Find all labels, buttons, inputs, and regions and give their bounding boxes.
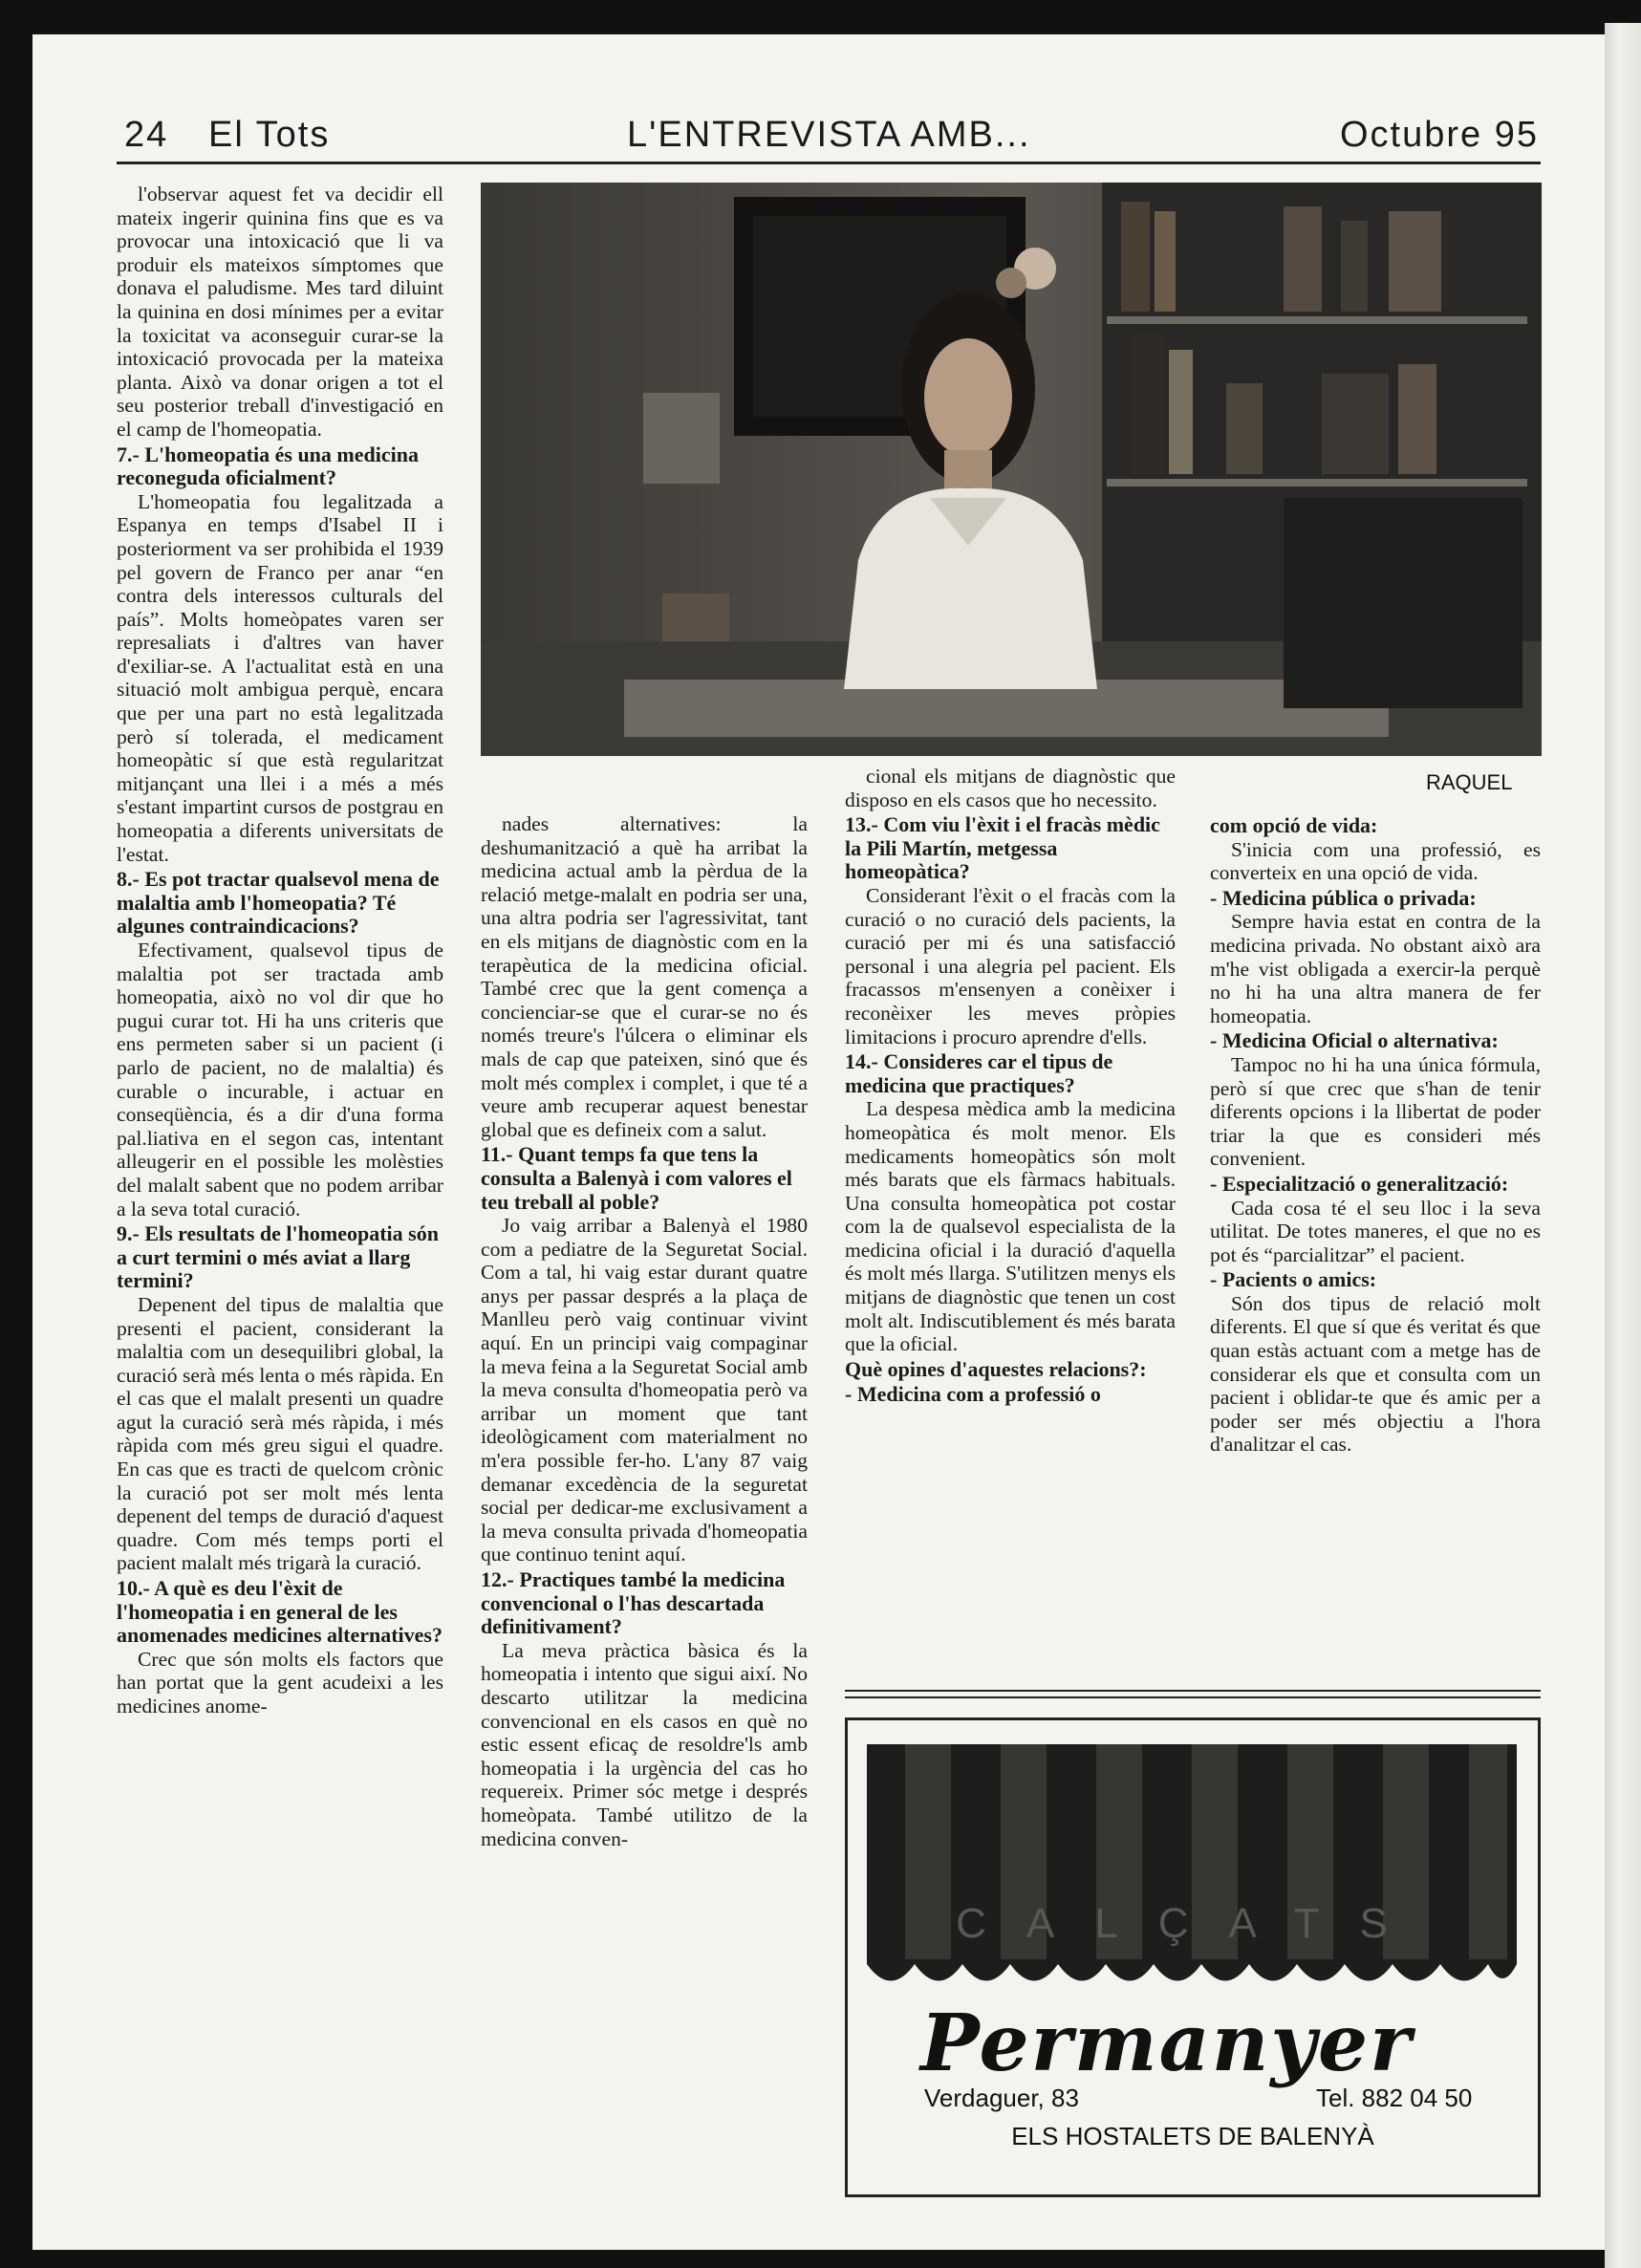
question-heading: 13.- Com viu l'èxit i el fracàs mèdic la Pili Martín, metgessa homeopàtica? xyxy=(845,812,1160,884)
question-heading: 8.- Es pot tractar qualsevol mena de malaltia amb l'homeopatia? Té algunes contraindicacions? xyxy=(117,867,440,939)
page-number: 24 xyxy=(124,115,169,155)
answer-paragraph: La meva pràctica bàsica és la homeopatia i intento que sigui així. No descarto utilitzar la medicina convencional en els casos en què no estic essent eficaç de resoldre'ls amb homeopatia i la urgència del cas ho requereix. Primer sóc metge i després homeòpata. També utilitzo de la medicina conven- xyxy=(481,1638,808,1850)
answer-paragraph: La despesa mèdica amb la medicina homeopàtica és molt menor. Els medicaments homeopàtics són molt més barats que els fàrmacs habituals. Una consulta homeopàtica pot costar com la de qualsevol especialista de la medicina oficial i la duració d'aquella és molt més llarga. S'utilitzen menys els mitjans de diagnòstic que tenen un cost molt alt. Indiscutiblement és més barata que la oficial. xyxy=(845,1097,1176,1356)
brand-logo: Permanyer xyxy=(920,1998,1414,2089)
awning-lettering: CALÇATS xyxy=(956,1900,1428,1947)
question-heading: 10.- A què es deu l'èxit de l'homeopatia i en general de les anomenades medicines alternatives? xyxy=(117,1576,443,1648)
page-header xyxy=(86,115,1541,164)
answer-paragraph: Jo vaig arribar a Balenyà el 1980 com a pediatre de la Seguretat Social. Com a tal, hi vaig estar durant quatre anys per passar després a la plaça de Manlleu però vaig continuar vivint aquí. En un principi vaig compaginar la meva feina a la Seguretat Social amb la meva consulta d'homeopatia però va arribar un moment que tant ideològicament com materialment no m'era possible fer-ho. L'any 87 vaig demanar excedència de la seguretat social per dedicar-me exclusivament a la meva consulta privada d'homeopatia que continuo tenint aquí. xyxy=(481,1214,808,1566)
advertisement xyxy=(845,1717,1541,2197)
answer-paragraph: Crec que són molts els factors que han portat que la gent acudeixi a les medicines anome- xyxy=(117,1647,443,1717)
shop-town: ELS HOSTALETS DE BALENYÀ xyxy=(1011,2122,1374,2150)
answer-paragraph: Considerant l'èxit o el fracàs com la curació o no curació dels pacients, la curació per mi és una satisfacció personal i una alegria pel pacient. Els fracassos m'ensenyen a conèixer i reconèixer les meves pròpies limitacions i procuro aprendre d'ells. xyxy=(845,883,1176,1048)
question-heading: - Pacients o amics: xyxy=(1210,1267,1377,1292)
answer-paragraph: Cada cosa té el seu lloc i la seva utilitat. De totes maneres, el que no es pot és “parcialitzar” el pacient. xyxy=(1210,1196,1541,1266)
question-heading: - Medicina pública o privada: xyxy=(1210,885,1477,910)
text-column-4 xyxy=(1210,812,1541,1457)
portrait-image xyxy=(481,183,1542,756)
answer-paragraph: Sempre havia estat en contra de la medicina privada. No obstant això ara m'he vist obligada a exercir-la perquè no hi ha una altra manera de fer homeopatia. xyxy=(1210,910,1541,1027)
question-heading: 7.- L'homeopatia és una medicina reconeguda oficialment? xyxy=(117,442,419,490)
answer-paragraph: nades alternatives: la deshumanització a què ha arribat la medicina actual amb la pèrdua de la relació metge-malalt en podria ser una, una altra podria ser l'agressivitat, tant en els mitjans de diagnòstic com en la terapèutica de la medicina oficial. També crec que la gent comença a concienciar-se que el curar-se no és només treure's l'úlcera o eliminar els mals de cap que pateixen, sinó que és molt més complex i complet, i que té a veure amb recuperar aquest benestar global que es defineix com a salut. xyxy=(481,812,808,1141)
section-title: L'ENTREVISTA AMB... xyxy=(627,115,1031,155)
question-heading: 9.- Els resultats de l'homeopatia són a curt termini o més aviat a llarg termini? xyxy=(117,1221,439,1293)
question-heading: 14.- Consideres car el tipus de medicina que practiques? xyxy=(845,1049,1113,1097)
question-heading: Què opines d'aquestes relacions?: xyxy=(845,1356,1147,1381)
next-page-edge xyxy=(1605,23,1641,2268)
ad-rule-bottom xyxy=(845,1696,1541,1698)
question-heading: 12.- Practiques també la medicina convencional o l'has descartada definitivament? xyxy=(481,1567,786,1639)
answer-paragraph: Són dos tipus de relació molt diferents. El que sí que és veritat és que quan estàs actuant com a metge has de considerar els que et consulta com un pacient i oblidar-te que és amic per a poder ser més objectiu a l'hora d'analitzar el cas. xyxy=(1210,1291,1541,1457)
question-heading: 11.- Quant temps fa que tens la consulta a Balenyà i com valores el teu treball al poble? xyxy=(481,1142,792,1214)
question-heading: - Medicina com a professió o xyxy=(845,1382,1101,1407)
question-heading: com opció de vida: xyxy=(1210,813,1378,837)
question-heading: - Medicina Oficial o alternativa: xyxy=(1210,1028,1499,1053)
text-column-2 xyxy=(481,812,808,1850)
answer-paragraph: Tampoc no hi ha una única fórmula, però sí que crec que s'han de tenir diferents opcions i la llibertat de poder triar la que es consideri més convenient. xyxy=(1210,1052,1541,1171)
photo-caption: RAQUEL xyxy=(1426,770,1513,794)
ad-rule-top xyxy=(845,1690,1541,1692)
question-heading: - Especialització o generalització: xyxy=(1210,1171,1509,1196)
answer-paragraph: L'homeopatia fou legalitzada a Espanya en temps d'Isabel II i posteriorment va ser prohibida el 1939 pel govern de Franco per anar “en contra dels interessos culturals del país”. Molts homeòpates varen ser represaliats i d'altres van haver d'exiliar-se. A l'actualitat està en una situació molt ambigua perquè, encara que per una part no està legalitzada però sí tolerada, el medicament homeopàtic sí que està regularitzat mitjançant una llei i a més a més s'estant impartint cursos de postgrau en homeopatia a diferents universitats de l'estat. xyxy=(117,489,443,866)
answer-paragraph: l'observar aquest fet va decidir ell mateix ingerir quinina fins que es va provocar una intoxicació que li va produir els mateixos símptomes que donava el paludisme. Mes tard diluint la quinina en dosi mínimes per a evitar la toxicitat va aconseguir curar-se la intoxicació provocada per la mateixa planta. Això va donar origen a tot el seu posterior treball d'investigació en el camp de l'homeopatia. xyxy=(117,183,443,441)
publication-name: El Tots xyxy=(208,115,331,155)
issue-date: Octubre 95 xyxy=(1340,115,1539,155)
answer-paragraph: Efectivament, qualsevol tipus de malaltia pot ser tractada amb homeopatia, això no vol dir que ho pugui curar tot. Hi ha uns criteris que ens permeten saber si un pacient (i parlo de pacient, no de malaltia) és curable o incurable, i actuar en conseqüència, és a dir d'una forma pal.liativa en el segon cas, intentant alleugerir en el possible les molèsties del malalt sabent que no podem arribar a la seva total curació. xyxy=(117,939,443,1220)
shop-address: Verdaguer, 83 xyxy=(924,2084,1079,2112)
answer-paragraph: S'inicia com una professió, es converteix en una opció de vida. xyxy=(1210,837,1541,885)
text-column-1 xyxy=(117,183,443,1718)
text-column-3 xyxy=(845,765,1176,1407)
shop-phone: Tel. 882 04 50 xyxy=(1316,2084,1473,2112)
interview-photo xyxy=(481,183,1542,756)
answer-paragraph: cional els mitjans de diagnòstic que disposo en els casos que ho necessito. xyxy=(845,765,1176,811)
awning-graphic xyxy=(848,1720,1538,2007)
answer-paragraph: Depenent del tipus de malaltia que presenti el pacient, considerant la malaltia com un desequilibri global, la curació serà més lenta o més ràpida. En el cas que el malalt presenti un quadre agut la curació serà més ràpida, i més ràpida com més greu sigui el quadre. En cas que es tracti de quelcom crònic la curació pot ser molt més lenta depenent del temps de duració d'aquest quadre. Com més temps porti el pacient malalt més trigarà la curació. xyxy=(117,1292,443,1575)
header-rule xyxy=(117,162,1541,164)
